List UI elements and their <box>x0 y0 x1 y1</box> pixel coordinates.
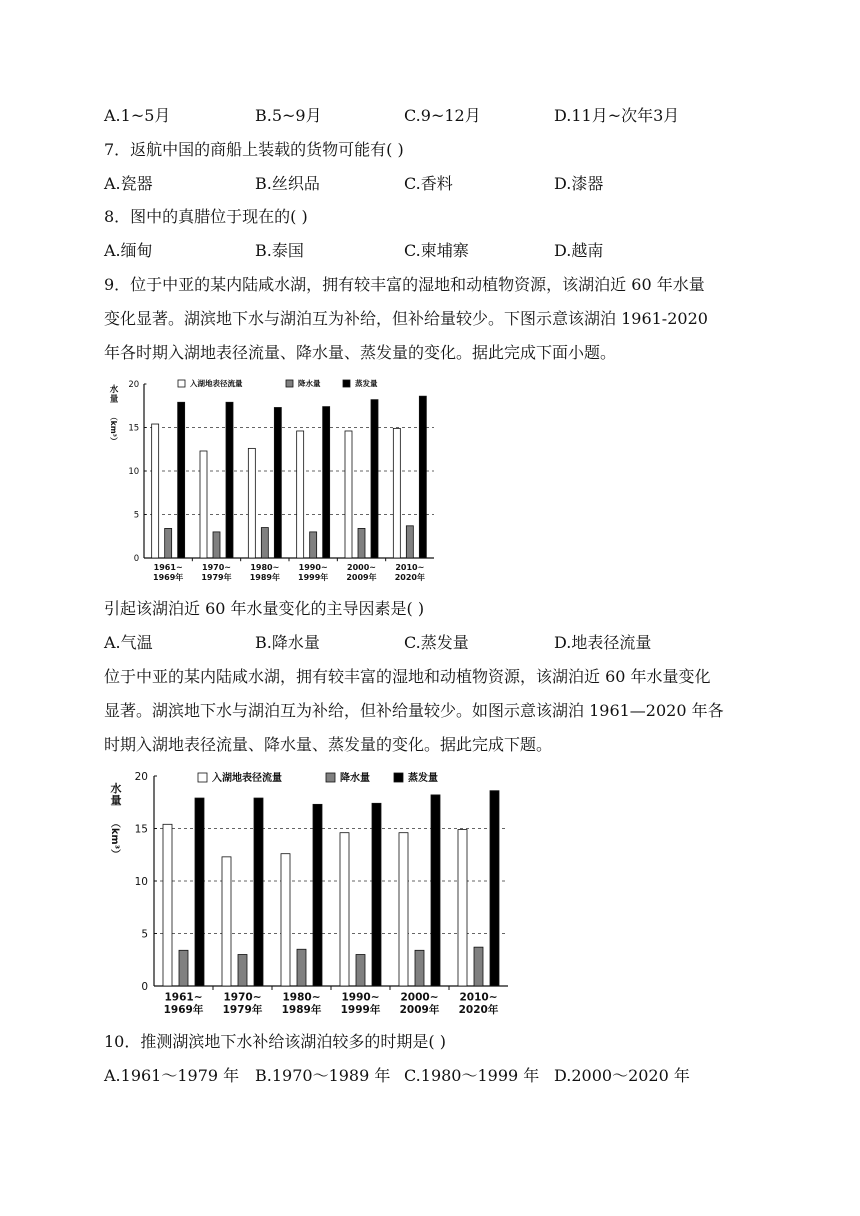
y-tick-label-15: 15 <box>128 423 140 434</box>
bar-evaporation-4 <box>431 795 440 986</box>
y-axis-unit: （km³） <box>109 413 119 445</box>
x-tick-label-2: 1980~ <box>250 563 280 572</box>
legend-label-0: 入湖地表径流量 <box>212 773 282 784</box>
y-tick-label-20: 20 <box>134 771 148 783</box>
y-axis-unit: （km³） <box>109 818 121 859</box>
chart-1 <box>104 372 444 588</box>
legend-swatch-1 <box>326 773 335 782</box>
y-tick-label-10: 10 <box>128 467 140 478</box>
bar-precipitation-1 <box>238 955 247 987</box>
q7-stem: 7．返航中国的商船上装载的货物可能有( ) <box>104 140 404 159</box>
q8-stem: 8．图中的真腊位于现在的( ) <box>104 207 308 226</box>
passage2-line-3: 时期入湖地表径流量、降水量、蒸发量的变化。据此完成下题。 <box>104 735 553 754</box>
y-axis-label-char: 量 <box>110 794 122 807</box>
q10-option-d: D.2000～2020 年 <box>554 1066 690 1085</box>
q7-option-c: C.香料 <box>404 174 453 193</box>
bar-evaporation-4 <box>371 400 378 558</box>
x-tick-label-2: 1980~ <box>282 991 321 1004</box>
bar-precipitation-3 <box>310 532 317 558</box>
x-tick-label-3: 1999年 <box>340 1004 381 1016</box>
y-tick-label-5: 5 <box>141 928 148 941</box>
q10-stem: 10．推测湖滨地下水补给该湖泊较多的时期是( ) <box>104 1032 446 1051</box>
x-tick-label-1: 1979年 <box>222 1004 263 1016</box>
x-tick-label-3: 1990~ <box>298 563 328 572</box>
legend-swatch-2 <box>394 773 403 782</box>
bar-precipitation-1 <box>213 532 220 558</box>
bar-runoff-5 <box>458 830 467 986</box>
q7-option-b: B.丝织品 <box>255 174 320 193</box>
legend-label-0: 入湖地表径流量 <box>190 379 243 388</box>
x-tick-label-5: 2020年 <box>458 1004 499 1016</box>
x-tick-label-0: 1969年 <box>163 1004 204 1016</box>
legend-swatch-2 <box>343 380 350 387</box>
bar-precipitation-4 <box>415 950 424 986</box>
bar-runoff-4 <box>399 833 408 986</box>
x-tick-label-2: 1989年 <box>281 1004 322 1016</box>
bar-runoff-0 <box>152 424 159 558</box>
x-tick-label-5: 2010~ <box>459 991 498 1004</box>
y-axis-label-char: 水 <box>109 385 119 395</box>
q7-option-a: A.瓷器 <box>104 174 153 193</box>
bar-precipitation-0 <box>179 950 188 986</box>
x-tick-label-3: 1999年 <box>298 573 329 582</box>
q6-option-d: D.11月~次年3月 <box>554 106 680 125</box>
x-tick-label-5: 2010~ <box>395 563 425 572</box>
y-tick-label-0: 0 <box>141 981 148 993</box>
x-tick-label-0: 1969年 <box>153 573 184 582</box>
bar-evaporation-1 <box>254 798 263 986</box>
bar-precipitation-5 <box>474 947 483 986</box>
bar-runoff-2 <box>281 854 290 986</box>
bar-runoff-0 <box>163 824 172 986</box>
x-tick-label-4: 2009年 <box>399 1004 440 1016</box>
bar-precipitation-2 <box>297 949 306 986</box>
chart-2 <box>104 764 524 1022</box>
passage2-line-1: 位于中亚的某内陆咸水湖，拥有较丰富的湿地和动植物资源，该湖泊近 60 年水量变化 <box>104 667 711 686</box>
x-tick-label-4: 2000~ <box>400 991 439 1004</box>
x-tick-label-0: 1961~ <box>153 563 183 572</box>
bar-evaporation-2 <box>313 804 322 986</box>
q8-option-c: C.柬埔寨 <box>404 241 469 260</box>
bar-runoff-3 <box>340 833 349 986</box>
q6-option-a: A.1~5月 <box>104 106 171 125</box>
q9-intro-line-1: 9．位于中亚的某内陆咸水湖，拥有较丰富的湿地和动植物资源，该湖泊近 60 年水量 <box>104 275 705 294</box>
q9-question: 引起该湖泊近 60 年水量变化的主导因素是( ) <box>104 599 425 618</box>
bar-precipitation-3 <box>356 955 365 987</box>
q7-option-d: D.漆器 <box>554 174 604 193</box>
y-tick-label-5: 5 <box>133 510 140 521</box>
legend-label-2: 蒸发量 <box>355 379 378 388</box>
bar-evaporation-2 <box>274 407 281 558</box>
q9-option-d: D.地表径流量 <box>554 633 652 652</box>
q8-option-a: A.缅甸 <box>104 241 153 260</box>
y-axis-label-char: 水 <box>110 782 122 795</box>
q9-intro-line-3: 年各时期入湖地表径流量、降水量、蒸发量的变化。据此完成下面小题。 <box>104 343 617 362</box>
bar-evaporation-3 <box>372 803 381 986</box>
bar-precipitation-0 <box>165 528 172 558</box>
bar-evaporation-0 <box>178 402 185 558</box>
y-tick-label-0: 0 <box>133 554 140 565</box>
bar-runoff-1 <box>200 451 207 558</box>
y-tick-label-15: 15 <box>134 823 148 836</box>
y-tick-label-20: 20 <box>128 380 140 391</box>
bar-precipitation-4 <box>358 528 365 558</box>
legend-label-1: 降水量 <box>298 379 321 388</box>
x-tick-label-1: 1970~ <box>202 563 231 572</box>
bar-evaporation-5 <box>419 396 426 558</box>
bar-evaporation-1 <box>226 402 233 558</box>
q10-option-a: A.1961～1979 年 <box>104 1066 240 1085</box>
y-tick-label-10: 10 <box>134 876 148 888</box>
q9-intro-line-2: 变化显著。湖滨地下水与湖泊互为补给，但补给量较少。下图示意该湖泊 1961-2020 <box>104 309 708 328</box>
bar-precipitation-2 <box>261 528 268 558</box>
bar-runoff-3 <box>297 431 304 558</box>
bar-precipitation-5 <box>406 526 413 558</box>
bar-evaporation-3 <box>323 407 330 558</box>
y-axis-label-char: 量 <box>109 394 119 405</box>
x-tick-label-1: 1970~ <box>223 991 262 1004</box>
legend-swatch-0 <box>178 380 185 387</box>
q6-option-b: B.5~9月 <box>255 106 322 125</box>
x-tick-label-2: 1989年 <box>249 573 280 582</box>
q10-option-b: B.1970～1989 年 <box>255 1066 391 1085</box>
bar-evaporation-0 <box>195 798 204 986</box>
bar-runoff-2 <box>248 448 255 558</box>
q9-option-c: C.蒸发量 <box>404 633 469 652</box>
legend-label-1: 降水量 <box>340 773 370 784</box>
x-tick-label-3: 1990~ <box>341 991 380 1004</box>
q9-option-b: B.降水量 <box>255 633 320 652</box>
q10-option-c: C.1980～1999 年 <box>404 1066 540 1085</box>
q9-option-a: A.气温 <box>104 633 153 652</box>
x-tick-label-4: 2009年 <box>346 573 377 582</box>
legend-swatch-1 <box>286 380 293 387</box>
q8-option-b: B.泰国 <box>255 241 304 260</box>
x-tick-label-0: 1961~ <box>164 991 203 1004</box>
q8-option-d: D.越南 <box>554 241 604 260</box>
x-tick-label-4: 2000~ <box>347 563 376 572</box>
legend-label-2: 蒸发量 <box>408 773 438 784</box>
q6-option-c: C.9~12月 <box>404 106 481 125</box>
bar-runoff-1 <box>222 857 231 986</box>
bar-runoff-4 <box>345 431 352 558</box>
bar-evaporation-5 <box>490 791 499 986</box>
passage2-line-2: 显著。湖滨地下水与湖泊互为补给，但补给量较少。如图示意该湖泊 1961—2020 年各 <box>104 701 724 720</box>
x-tick-label-5: 2020年 <box>394 573 425 582</box>
legend-swatch-0 <box>198 773 207 782</box>
x-tick-label-1: 1979年 <box>201 573 232 582</box>
bar-runoff-5 <box>393 428 400 558</box>
